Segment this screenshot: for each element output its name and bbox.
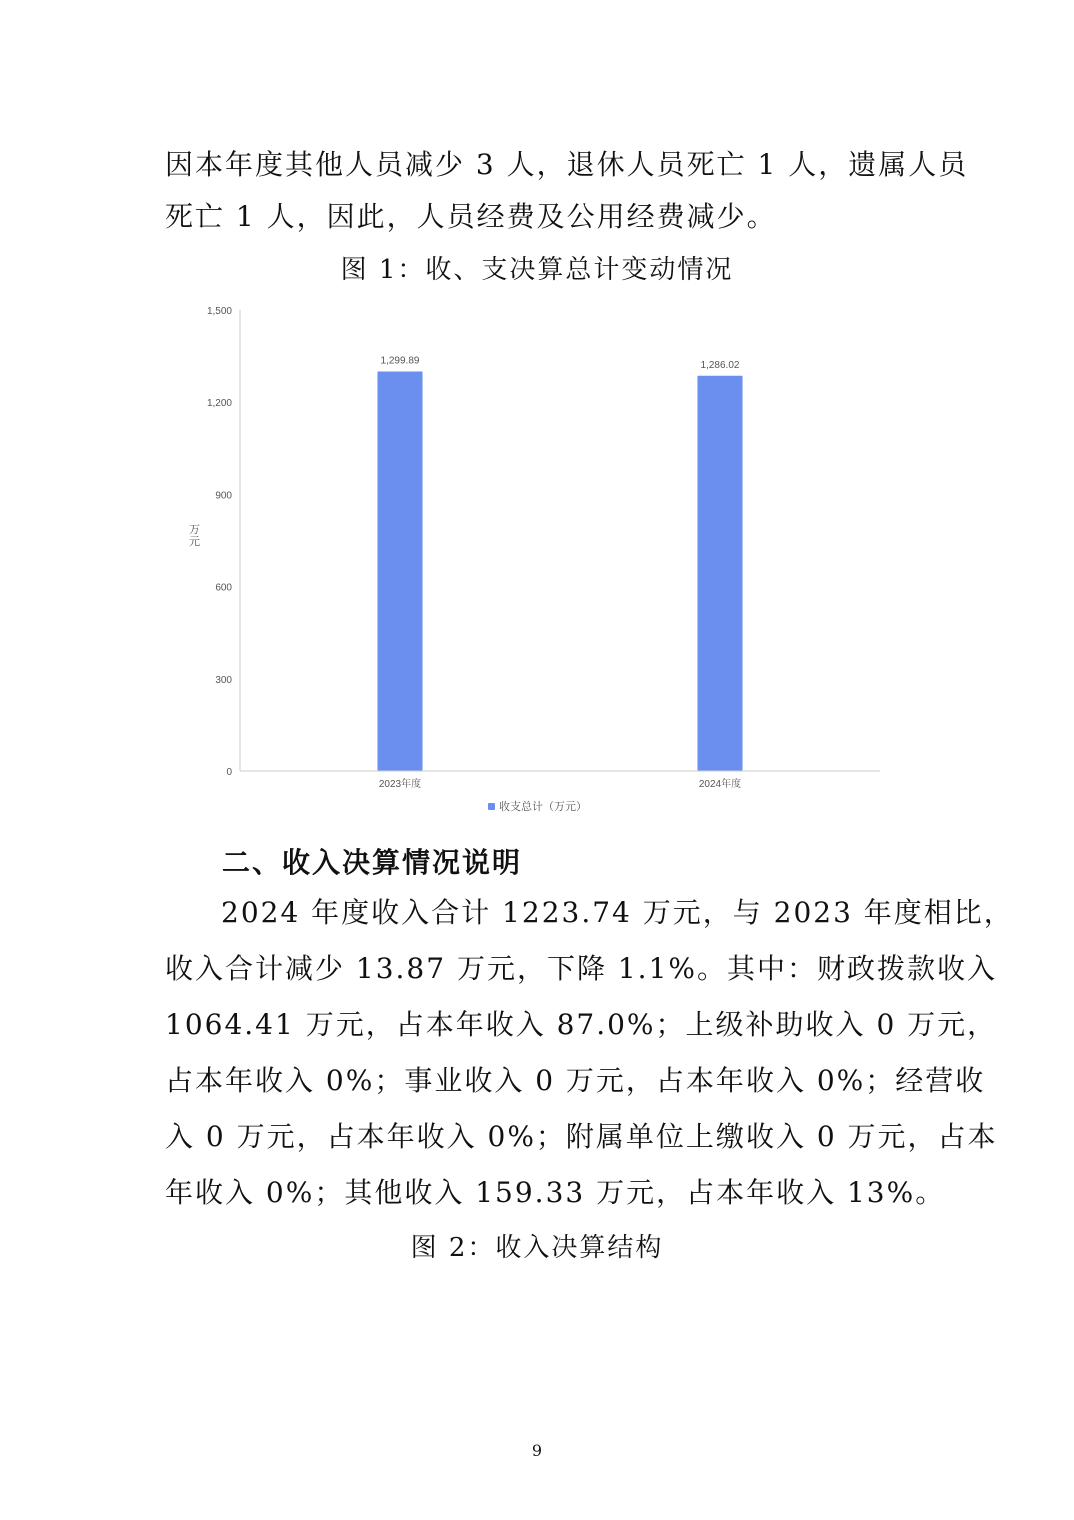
figure1-caption: 图 1：收、支决算总计变动情况 xyxy=(340,255,734,285)
x-tick-label: 2024年度 xyxy=(698,779,742,790)
y-axis-label: 万元 xyxy=(189,524,200,548)
section2-line-6: 年收入 0%；其他收入 159.33 万元，占本年收入 13%。 xyxy=(165,1176,946,1209)
y-tick-label: 900 xyxy=(215,490,232,502)
bars xyxy=(378,356,743,771)
section2-line-5: 入 0 万元，占本年收入 0%；附属单位上缴收入 0 万元，占本 xyxy=(165,1120,998,1153)
x-axis xyxy=(240,771,880,790)
income-expenditure-bar-chart xyxy=(165,300,895,825)
y-axis xyxy=(207,306,240,778)
y-tick-label: 1,500 xyxy=(206,306,232,317)
y-tick-label: 600 xyxy=(215,582,232,594)
bar xyxy=(698,376,743,771)
section2-line-4: 占本年收入 0%；事业收入 0 万元，占本年收入 0%；经营收 xyxy=(165,1064,986,1097)
intro-line-1: 因本年度其他人员减少 3 人，退休人员死亡 1 人，遗属人员 xyxy=(165,148,969,181)
section2-line-3: 1064.41 万元，占本年收入 87.0%；上级补助收入 0 万元， xyxy=(165,1008,998,1041)
intro-line-2: 死亡 1 人，因此，人员经费及公用经费减少。 xyxy=(165,200,777,233)
x-tick-label: 2023年度 xyxy=(378,779,422,790)
bar xyxy=(378,372,423,771)
legend-swatch xyxy=(488,803,495,810)
page-number: 9 xyxy=(531,1441,543,1460)
y-tick-label: 300 xyxy=(215,674,232,686)
legend-label: 收支总计（万元） xyxy=(499,801,587,813)
chart-legend xyxy=(488,799,587,813)
y-tick-label: 0 xyxy=(226,767,232,778)
y-tick-label: 1,200 xyxy=(206,398,232,410)
figure2-caption: 图 2：收入决算结构 xyxy=(410,1233,664,1263)
section2-line-1-text: 2024 年度收入合计 1223.74 万元，与 2023 年度相比， xyxy=(221,896,1014,929)
section2-line-1 xyxy=(165,896,1014,930)
section2-line-2: 收入合计减少 13.87 万元，下降 1.1%。其中：财政拨款收入 xyxy=(165,952,997,985)
section2-heading: 二、收入决算情况说明 xyxy=(222,846,523,879)
bar-data-label: 1,299.89 xyxy=(380,355,420,367)
bar-data-label: 1,286.02 xyxy=(700,359,740,371)
